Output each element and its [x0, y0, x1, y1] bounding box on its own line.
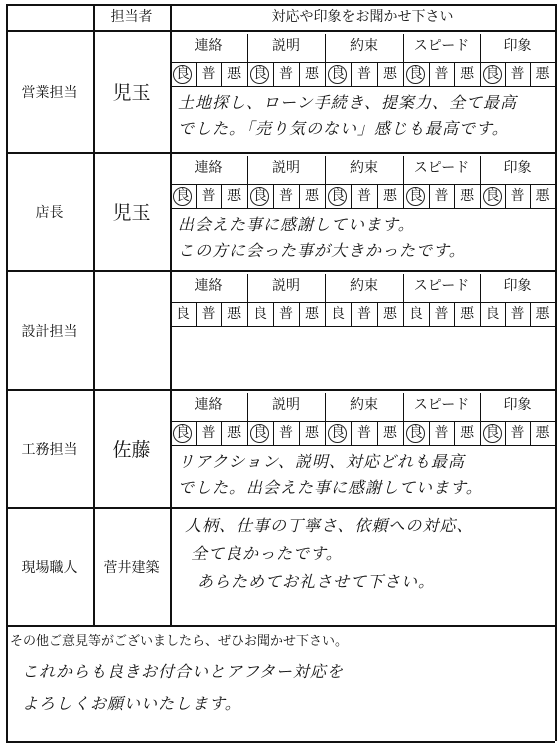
grade-normal-box: 普 — [434, 306, 449, 322]
header-tantou: 担当者 — [110, 9, 153, 25]
grade-good-box: 良 — [253, 66, 267, 82]
category-label: 説明 — [272, 278, 300, 294]
rule-h — [6, 30, 555, 32]
grade-bad-box: 悪 — [535, 306, 550, 322]
grade-circle-mark — [173, 65, 192, 84]
comment-line: 出会えた事に感謝しています。 — [178, 215, 415, 234]
comment-line: 土地探し、ローン手続き、提案力、全て最高 — [178, 93, 518, 112]
grade-normal-box: 普 — [201, 425, 216, 441]
grade-good-box: 良 — [331, 188, 345, 204]
category-label: 印象 — [503, 397, 532, 413]
grade-normal-box: 普 — [357, 425, 371, 441]
grade-good-box: 良 — [175, 425, 190, 441]
grade-bad-box: 悪 — [383, 425, 397, 441]
grade-bad-box: 悪 — [227, 66, 242, 82]
category-label: スピード — [413, 38, 470, 54]
grade-good-box: 良 — [175, 306, 190, 322]
grade-normal-box: 普 — [357, 306, 371, 322]
grade-good-box: 良 — [253, 188, 267, 204]
grade-circle-mark — [406, 187, 425, 206]
category-label: 連絡 — [194, 160, 223, 176]
rule-h — [6, 741, 555, 743]
grade-bad-box: 悪 — [305, 188, 319, 204]
grade-good-box: 良 — [485, 306, 500, 322]
rule-v — [6, 4, 8, 741]
artisan-comment-line: あらためてお礼させて下さい。 — [197, 572, 436, 591]
grade-circle-mark — [250, 424, 269, 443]
comment-line: この方に会った事が大きかったです。 — [178, 241, 466, 260]
grade-bad-box: 悪 — [460, 306, 475, 322]
grade-bad-box: 悪 — [227, 188, 242, 204]
artisan-comment-line: 人柄、仕事の丁寧さ、依頼への対応、 — [185, 516, 474, 535]
grade-bad-box: 悪 — [383, 306, 397, 322]
row-person: 佐藤 — [112, 439, 151, 461]
grade-bad-box: 悪 — [305, 425, 319, 441]
rule-h — [6, 270, 555, 272]
grade-bad-box: 悪 — [535, 188, 550, 204]
footer-question: その他ご意見等がございましたら、ぜひお聞かせ下さい。 — [10, 634, 349, 649]
grade-normal-box: 普 — [510, 188, 525, 204]
grade-normal-box: 普 — [279, 306, 293, 322]
grade-bad-box: 悪 — [460, 66, 475, 82]
grade-good-box: 良 — [485, 425, 500, 441]
category-label: 印象 — [503, 160, 532, 176]
grade-good-box: 良 — [175, 66, 190, 82]
grade-circle-mark — [328, 424, 347, 443]
grade-normal-box: 普 — [510, 425, 525, 441]
artisan-comment-line: 全て良かったです。 — [191, 544, 343, 563]
footer-answer-line: これからも良きお付合いとアフター対応を — [22, 662, 344, 681]
grade-good-box: 良 — [408, 188, 423, 204]
category-label: スピード — [413, 160, 470, 176]
artisan-role: 現場職人 — [21, 560, 78, 576]
comment-line: でした。出会えた事に感謝しています。 — [178, 478, 483, 497]
grade-circle-mark — [406, 424, 425, 443]
row-role: 店長 — [35, 205, 64, 221]
grade-normal-box: 普 — [434, 188, 449, 204]
category-label: 印象 — [503, 278, 532, 294]
grade-circle-mark — [173, 187, 192, 206]
grade-normal-box: 普 — [201, 66, 216, 82]
grade-bad-box: 悪 — [535, 425, 550, 441]
grade-bad-box: 悪 — [383, 188, 397, 204]
grade-bad-box: 悪 — [305, 306, 319, 322]
rule-h — [170, 208, 555, 209]
row-person: 児玉 — [112, 202, 151, 224]
grade-circle-mark — [328, 65, 347, 84]
rule-h — [6, 507, 555, 509]
grade-normal-box: 普 — [357, 66, 371, 82]
grade-good-box: 良 — [485, 66, 500, 82]
grade-circle-mark — [483, 65, 502, 84]
grade-normal-box: 普 — [201, 306, 216, 322]
rule-h — [170, 326, 555, 327]
row-role: 設計担当 — [21, 323, 78, 340]
category-label: 印象 — [503, 38, 532, 54]
grade-circle-mark — [250, 187, 269, 206]
header-title: 対応や印象をお聞かせ下さい — [271, 9, 454, 25]
grade-bad-box: 悪 — [460, 425, 475, 441]
category-label: 連絡 — [194, 397, 223, 413]
category-label: 連絡 — [194, 38, 223, 54]
grade-good-box: 良 — [408, 425, 423, 441]
category-label: 約束 — [350, 278, 378, 294]
rule-h — [170, 445, 555, 446]
grade-good-box: 良 — [253, 306, 267, 322]
grade-bad-box: 悪 — [227, 306, 242, 322]
grade-circle-mark — [483, 424, 502, 443]
rule-h — [6, 389, 555, 391]
grade-circle-mark — [328, 187, 347, 206]
category-label: 説明 — [272, 160, 300, 176]
grade-normal-box: 普 — [434, 425, 449, 441]
grade-circle-mark — [250, 65, 269, 84]
grade-circle-mark — [173, 424, 192, 443]
grade-normal-box: 普 — [510, 66, 525, 82]
grade-good-box: 良 — [331, 306, 345, 322]
grade-bad-box: 悪 — [227, 425, 242, 441]
row-role: 営業担当 — [21, 85, 78, 101]
grade-normal-box: 普 — [357, 188, 371, 204]
footer-answer-line: よろしくお願いいたします。 — [22, 694, 242, 713]
grade-circle-mark — [406, 65, 425, 84]
category-label: 説明 — [272, 38, 300, 54]
grade-good-box: 良 — [331, 425, 345, 441]
category-label: 説明 — [272, 397, 300, 413]
category-label: 約束 — [350, 397, 378, 413]
comment-line: でした。「売り気のない」感じも最高です。 — [178, 119, 509, 138]
grade-bad-box: 悪 — [383, 66, 397, 82]
grade-bad-box: 悪 — [460, 188, 475, 204]
grade-normal-box: 普 — [510, 306, 525, 322]
category-label: 連絡 — [194, 278, 223, 294]
grade-normal-box: 普 — [279, 66, 293, 82]
grade-good-box: 良 — [485, 188, 500, 204]
rule-h — [6, 152, 555, 154]
grade-normal-box: 普 — [279, 425, 293, 441]
grade-good-box: 良 — [175, 188, 190, 204]
rule-h — [6, 625, 555, 627]
category-label: スピード — [413, 278, 470, 294]
row-person: 児玉 — [112, 82, 151, 104]
grade-good-box: 良 — [253, 425, 267, 441]
grade-normal-box: 普 — [434, 66, 449, 82]
comment-line: リアクション、説明、対応どれも最高 — [178, 452, 465, 471]
row-role: 工務担当 — [21, 442, 78, 458]
category-label: 約束 — [350, 160, 378, 176]
category-label: スピード — [413, 397, 470, 413]
grade-bad-box: 悪 — [535, 66, 550, 82]
rule-v — [555, 4, 557, 741]
grade-normal-box: 普 — [201, 188, 216, 204]
grade-circle-mark — [483, 187, 502, 206]
grade-good-box: 良 — [331, 66, 345, 82]
grade-bad-box: 悪 — [305, 66, 319, 82]
category-label: 約束 — [350, 38, 378, 54]
artisan-person: 菅井建築 — [103, 560, 160, 576]
grade-good-box: 良 — [408, 66, 423, 82]
rule-h — [170, 86, 555, 87]
grade-good-box: 良 — [408, 306, 423, 322]
grade-normal-box: 普 — [279, 188, 293, 204]
